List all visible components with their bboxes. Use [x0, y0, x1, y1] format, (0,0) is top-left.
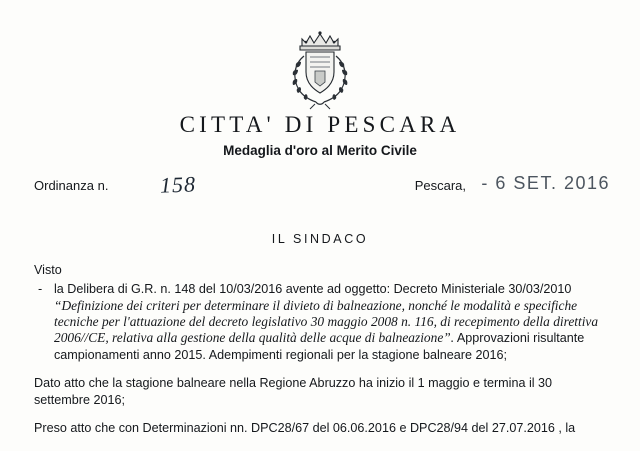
clause-delibera	[34, 281, 610, 363]
dato-atto-line-2: settembre 2016;	[34, 392, 126, 407]
preso-atto-line-1: Preso atto che con Determinazioni nn. DPC28/67 del 06.06.2016 e DPC28/94 del 27.07.2016 , la	[34, 421, 576, 436]
document-body	[34, 262, 610, 449]
page-title: CITTA' DI PESCARA	[179, 112, 461, 137]
coat-of-arms-icon	[282, 26, 358, 110]
role-heading: IL SINDACO	[271, 232, 369, 246]
date-stamp: - 6 SET. 2016	[481, 173, 610, 193]
ordinance-row	[34, 172, 610, 202]
visto-label: Visto	[34, 263, 62, 277]
clause-intro-line: la Delibera di G.R. n. 148 del 10/03/2016 avente ad oggetto: Decreto Ministeriale 30/03/2010	[54, 282, 572, 297]
dato-atto-line-1: Dato atto che la stagione balneare nella Regione Abruzzo ha inizio il 1 maggio e termina il 30	[34, 376, 553, 391]
quote-tail: Approvazioni risultante	[454, 331, 585, 346]
quote-line-1: “Definizione dei criteri per determinare il divieto di balneazione, nonché le modalità e specifiche	[54, 297, 578, 313]
quote-line-3: 2006//CE, relativa alla gestione della qualità delle acque di balneazione”.	[54, 330, 455, 346]
quote-line-3-row	[54, 330, 610, 346]
clause-end-line: campionamenti anno 2015. Adempimenti regionali per la stagione balneare 2016;	[54, 347, 507, 362]
place-label: Pescara,	[414, 178, 466, 193]
ordinance-label: Ordinanza n.	[34, 178, 109, 193]
page-subtitle: Medaglia d'oro al Merito Civile	[223, 143, 417, 158]
ordinance-number: 158	[159, 171, 197, 198]
crest-container	[0, 26, 640, 110]
quote-line-2: tecniche per l'attuazione del decreto legislativo 30 maggio 2008 n. 116, di recepimento della direttiva	[54, 314, 599, 330]
bullet-marker: -	[38, 282, 43, 297]
paragraph-preso-atto	[34, 420, 610, 437]
paragraph-dato-atto	[34, 375, 610, 408]
